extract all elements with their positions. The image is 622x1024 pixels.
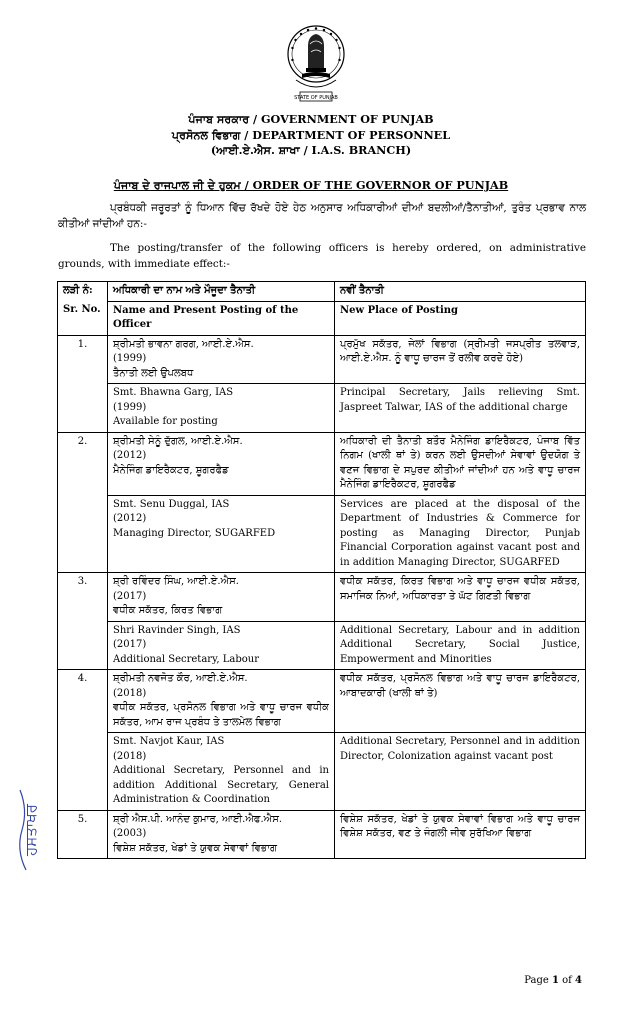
- officer-name-pa: ਸ਼੍ਰੀ ਐਸ.ਪੀ. ਆਨੰਦ ਕੁਮਾਰ, ਆਈ.ਐਫ.ਐਸ.: [113, 813, 283, 825]
- sr-no: 5.: [58, 810, 108, 859]
- table-row: [58, 335, 586, 384]
- header-officer-pa: ਅਧਿਕਾਰੀ ਦਾ ਨਾਮ ਅਤੇ ਮੌਜੂਦਾ ਤੈਨਾਤੀ: [108, 282, 335, 302]
- officer-name-en: Smt. Senu Duggal, IAS: [113, 498, 230, 510]
- state-emblem-icon: [286, 22, 346, 104]
- table-row: [58, 733, 586, 811]
- officer-cell-en: [108, 733, 335, 811]
- sr-no: 2.: [58, 432, 108, 573]
- officer-name-pa: ਸ਼੍ਰੀਮਤੀ ਭਾਵਨਾ ਗਰਗ, ਆਈ.ਏ.ਐਸ.: [113, 338, 254, 350]
- sr-no: 1.: [58, 335, 108, 432]
- page-number: 1: [551, 975, 559, 986]
- officer-name-en: Shri Ravinder Singh, IAS: [113, 624, 241, 636]
- new-posting-pa: ਪ੍ਰਮੁੱਖ ਸਕੱਤਰ, ਜੇਲਾਂ ਵਿਭਾਗ (ਸ੍ਰੀਮਤੀ ਜਸਪ੍ਰੀਤ ਤਲਵਾੜ, ਆਈ.ਏ.ਐਸ. ਨੂੰ ਵਾਧੂ ਚਾਰਜ ਤੋਂ ਰਲੀਵ ਕਰਦੇ ਹੋਏ): [335, 335, 586, 384]
- officer-posting-en: Additional Secretary, Labour: [113, 653, 259, 665]
- table-row: [58, 384, 586, 433]
- table-row: [58, 621, 586, 670]
- officer-posting-pa: ਵਧੀਕ ਸਕੱਤਰ, ਕਿਰਤ ਵਿਭਾਗ: [113, 605, 223, 616]
- officer-posting-pa: ਵਿਸ਼ੇਸ਼ ਸਕੱਤਰ, ਖੇਡਾਂ ਤੇ ਯੁਵਕ ਸੇਵਾਵਾਂ ਵਿਭਾਗ: [113, 842, 277, 854]
- table-header-row-english: [58, 301, 586, 335]
- officer-batch-en: (2017): [113, 639, 147, 650]
- new-posting-en: Services are placed at the disposal of the Department of Industries & Commerce for posting as Managing Director, Punjab Financial Corporation against vacant post and in addition Managing Director, SUGARFED: [335, 495, 586, 573]
- department-heading: ਪ੍ਰਸੋਨਲ ਵਿਭਾਗ / DEPARTMENT OF PERSONNEL: [171, 128, 451, 142]
- table-row: [58, 670, 586, 733]
- order-title: ਪੰਜਾਬ ਦੇ ਰਾਜਪਾਲ ਜੀ ਦੇ ਹੁਕਮ / ORDER OF THE GOVERNOR OF PUNJAB: [113, 178, 509, 192]
- officer-cell-en: [108, 621, 335, 670]
- table-row: [58, 495, 586, 573]
- officer-posting-pa: ਤੈਨਾਤੀ ਲਈ ਉਪਲਬਧ: [113, 367, 194, 379]
- postings-table: [57, 281, 586, 859]
- officer-batch-pa: (2003): [113, 828, 147, 839]
- officer-batch-pa: (2018): [113, 687, 147, 699]
- officer-batch-pa: (1999): [113, 353, 147, 364]
- officer-posting-pa: ਮੈਨੇਜਿੰਗ ਡਾਇਰੈਕਟਰ, ਸ਼ੂਗਰਫੈਡ: [113, 464, 229, 476]
- intro-english: The posting/transfer of the following officers is hereby ordered, on administrative grounds, with immediate effect:-: [58, 242, 586, 270]
- new-posting-pa: ਵਧੀਕ ਸਕੱਤਰ, ਕਿਰਤ ਵਿਭਾਗ ਅਤੇ ਵਾਧੂ ਚਾਰਜ ਵਧੀਕ ਸਕੱਤਰ, ਸਮਾਜਿਕ ਨਿਆਂ, ਅਧਿਕਾਰਤਾ ਤੇ ਘੱਟ ਗਿਣਤੀ ਵਿਭਾਗ: [335, 573, 586, 622]
- branch-heading: (ਆਈ.ਏ.ਐਸ. ਸ਼ਾਖਾ / I.A.S. BRANCH): [210, 143, 412, 157]
- new-posting-pa: ਵਿਸ਼ੇਸ਼ ਸਕੱਤਰ, ਖੇਡਾਂ ਤੇ ਯੁਵਕ ਸੇਵਾਵਾਂ ਵਿਭਾਗ ਅਤੇ ਵਾਧੂ ਚਾਰਜ ਵਿਸ਼ੇਸ਼ ਸਕੱਤਰ, ਵਣ ਤੇ ਜੰਗਲੀ ਜੀਵ ਸੁਰੱਖਿਆ ਵਿਭਾਗ: [335, 810, 586, 859]
- of-label: of: [562, 975, 572, 986]
- officer-posting-en: Available for posting: [113, 416, 218, 427]
- svg-text:STATE OF PUNJAB: STATE OF PUNJAB: [294, 95, 338, 101]
- table-header-row-punjabi: [58, 282, 586, 302]
- new-posting-en: Additional Secretary, Labour and in addition Additional Secretary, Social Justice, Empowerment and Minorities: [335, 621, 586, 670]
- intro-punjabi: ਪ੍ਰਬੰਧਕੀ ਜਰੂਰਤਾਂ ਨੂੰ ਧਿਆਨ ਵਿੱਚ ਰੱਖਦੇ ਹੋਏ ਹੇਠ ਅਨੁਸਾਰ ਅਧਿਕਾਰੀਆਂ ਦੀਆਂ ਬਦਲੀਆਂ/ਤੈਨਾਤੀਆਂ, ਤੁਰੰਤ ਪ੍ਰਭਾਵ ਨਾਲ ਕੀਤੀਆਂ ਜਾਂਦੀਆਂ ਹਨ:-: [58, 202, 586, 230]
- table-row: [58, 573, 586, 622]
- officer-cell-pa: [108, 810, 335, 859]
- header-srno-pa: ਲੜੀ ਨੰ:: [58, 282, 108, 302]
- officer-batch-pa: (2012): [113, 450, 147, 461]
- officer-posting-pa: ਵਧੀਕ ਸਕੱਤਰ, ਪ੍ਰਸੋਨਲ ਵਿਭਾਗ ਅਤੇ ਵਾਧੂ ਚਾਰਜ ਵਧੀਕ ਸਕੱਤਰ, ਆਮ ਰਾਜ ਪ੍ਰਬੰਧ ਤੇ ਤਾਲਮੇਲ ਵਿਭਾਗ: [113, 702, 329, 728]
- officer-name-pa: ਸ਼੍ਰੀਮਤੀ ਨਵਜੋਤ ਕੌਰ, ਆਈ.ਏ.ਐਸ.: [113, 673, 248, 684]
- header-new-posting-pa: ਨਵੀਂ ਤੈਨਾਤੀ: [335, 282, 586, 302]
- officer-cell-en: [108, 384, 335, 433]
- officer-batch-en: (2012): [113, 513, 147, 524]
- header-srno-en: Sr. No.: [58, 301, 108, 335]
- page-total: 4: [575, 975, 582, 986]
- sr-no: 4.: [58, 670, 108, 811]
- officer-batch-pa: (2017): [113, 590, 147, 602]
- svg-text:ਹਸਤਾਖਰ: ਹਸਤਾਖਰ: [22, 804, 40, 856]
- officer-name-en: Smt. Bhawna Garg, IAS: [113, 387, 234, 398]
- officer-posting-en: Additional Secretary, Personnel and in addition Additional Secretary, General Administration & Coordination: [113, 765, 329, 805]
- officer-name-pa: ਸ਼੍ਰੀ ਰਵਿੰਦਰ ਸਿੰਘ, ਆਈ.ਏ.ਐਸ.: [113, 576, 239, 587]
- officer-name-en: Smt. Navjot Kaur, IAS: [113, 736, 225, 747]
- officer-batch-en: (1999): [113, 401, 147, 413]
- new-posting-en: Principal Secretary, Jails relieving Smt. Jaspreet Talwar, IAS of the additional charge: [335, 384, 586, 433]
- page-footer: [524, 975, 582, 986]
- new-posting-pa: ਵਧੀਕ ਸਕੱਤਰ, ਪ੍ਰਸੋਨਲ ਵਿਭਾਗ ਅਤੇ ਵਾਧੂ ਚਾਰਜ ਡਾਇਰੈਕਟਰ, ਆਬਾਦਕਾਰੀ (ਖਾਲੀ ਥਾਂ ਤੇ): [335, 670, 586, 733]
- officer-cell-pa: [108, 670, 335, 733]
- new-posting-pa: ਅਧਿਕਾਰੀ ਦੀ ਤੈਨਾਤੀ ਬਤੌਰ ਮੈਨੇਜਿੰਗ ਡਾਇਰੈਕਟਰ, ਪੰਜਾਬ ਵਿੱਤ ਨਿਗਮ (ਖਾਲੀ ਥਾਂ ਤੇ) ਕਰਨ ਲਈ ਉਸਦੀਆਂ ਸੇਵਾਵਾਂ ਉਦਯੋਗ ਤੇ ਵਣਜ ਵਿਭਾਗ ਦੇ ਸਪੁਰਦ ਕੀਤੀਆਂ ਜਾਂਦੀਆਂ ਹਨ ਅਤੇ ਵਾਧੂ ਚਾਰਜ ਮੈਨੇਜਿੰਗ ਡਾਇਰੈਕਟਰ, ਸ਼ੂਗਰਫੈਡ: [335, 432, 586, 495]
- officer-cell-en: [108, 495, 335, 573]
- new-posting-en: Additional Secretary, Personnel and in addition Director, Colonization against vacant post: [335, 733, 586, 811]
- officer-cell-pa: [108, 335, 335, 384]
- govt-heading: ਪੰਜਾਬ ਸਰਕਾਰ / GOVERNMENT OF PUNJAB: [188, 112, 434, 126]
- officer-batch-en: (2018): [113, 750, 147, 762]
- officer-cell-pa: [108, 432, 335, 495]
- table-row: [58, 432, 586, 495]
- table-row: [58, 810, 586, 859]
- officer-cell-pa: [108, 573, 335, 622]
- sr-no: 3.: [58, 573, 108, 670]
- officer-name-pa: ਸ਼੍ਰੀਮਤੀ ਸੇਨੂੰ ਦੁੱਗਲ, ਆਈ.ਏ.ਐਸ.: [113, 435, 243, 447]
- header-new-posting-en: New Place of Posting: [335, 301, 586, 335]
- page-label: Page: [524, 975, 549, 986]
- handwritten-signature: [14, 770, 54, 890]
- header-officer-en: Name and Present Posting of the Officer: [108, 301, 335, 335]
- officer-posting-en: Managing Director, SUGARFED: [113, 527, 276, 539]
